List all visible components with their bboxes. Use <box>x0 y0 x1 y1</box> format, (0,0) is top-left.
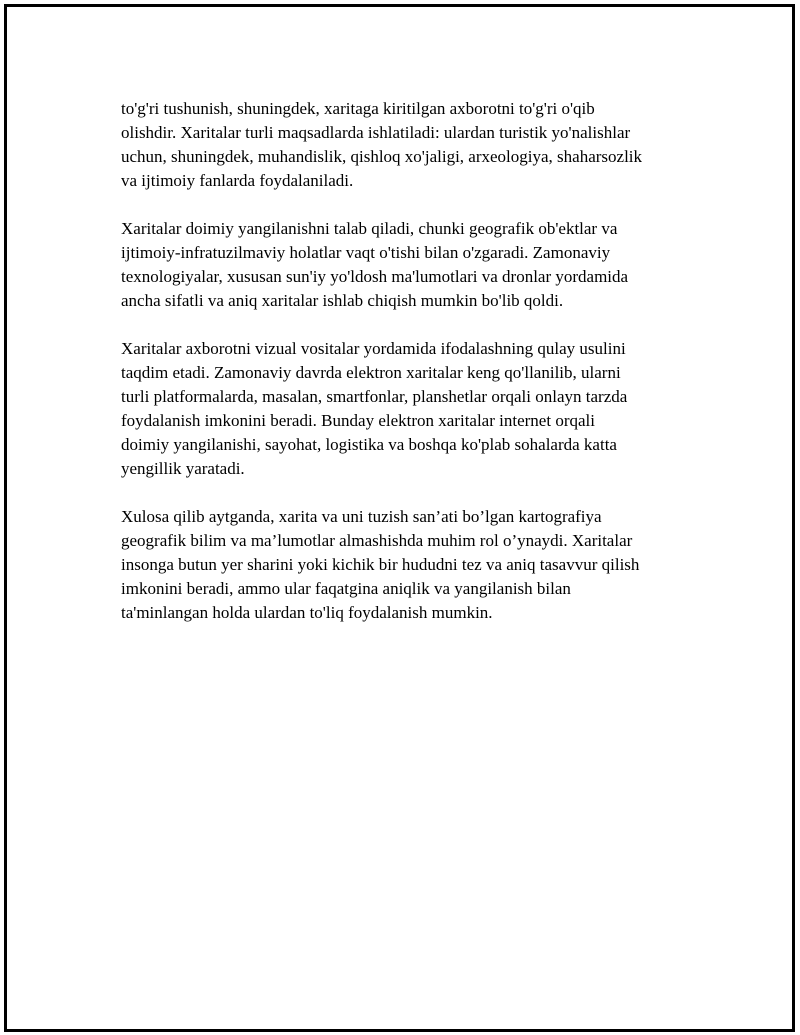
paragraph-2 <box>121 217 701 313</box>
page-frame <box>4 4 795 1032</box>
paragraph-line: foydalanish imkonini beradi. Bunday elektron xaritalar internet orqali <box>121 411 595 430</box>
paragraph-line: imkonini beradi, ammo ular faqatgina aniqlik va yangilanish bilan <box>121 579 571 598</box>
paragraph-line: ijtimoiy-infratuzilmaviy holatlar vaqt o'tishi bilan o'zgaradi. Zamonaviy <box>121 243 611 262</box>
paragraph-line: ancha sifatli va aniq xaritalar ishlab chiqish mumkin bo'lib qoldi. <box>121 291 564 310</box>
paragraph-line: Xaritalar doimiy yangilanishni talab qiladi, chunki geografik ob'ektlar va <box>121 219 618 238</box>
paragraph-line: turli platformalarda, masalan, smartfonlar, planshetlar orqali onlayn tarzda <box>121 387 628 406</box>
paragraph-line: insonga butun yer sharini yoki kichik bir hududni tez va aniq tasavvur qilish <box>121 555 640 574</box>
paragraph-line: Xulosa qilib aytganda, xarita va uni tuzish san’ati bo’lgan kartografiya <box>121 507 602 526</box>
paragraph-line: olishdir. Xaritalar turli maqsadlarda ishlatiladi: ulardan turistik yo'nalishlar <box>121 123 631 142</box>
paragraph-line: Xaritalar axborotni vizual vositalar yordamida ifodalashning qulay usulini <box>121 339 626 358</box>
document-body <box>121 97 701 649</box>
paragraph-3 <box>121 337 701 481</box>
paragraph-line: taqdim etadi. Zamonaviy davrda elektron xaritalar keng qo'llanilib, ularni <box>121 363 621 382</box>
paragraph-line: to'g'ri tushunish, shuningdek, xaritaga kiritilgan axborotni to'g'ri o'qib <box>121 99 595 118</box>
paragraph-line: ta'minlangan holda ulardan to'liq foydalanish mumkin. <box>121 603 493 622</box>
paragraph-line: geografik bilim va ma’lumotlar almashishda muhim rol o’ynaydi. Xaritalar <box>121 531 633 550</box>
paragraph-line: doimiy yangilanishi, sayohat, logistika va boshqa ko'plab sohalarda katta <box>121 435 617 454</box>
paragraph-1 <box>121 97 701 193</box>
paragraph-line: texnologiyalar, xususan sun'iy yo'ldosh ma'lumotlari va dronlar yordamida <box>121 267 629 286</box>
paragraph-line: uchun, shuningdek, muhandislik, qishloq xo'jaligi, arxeologiya, shaharsozlik <box>121 147 643 166</box>
paragraph-line: va ijtimoiy fanlarda foydalaniladi. <box>121 171 354 190</box>
paragraph-line: yengillik yaratadi. <box>121 459 245 478</box>
paragraph-4 <box>121 505 701 625</box>
